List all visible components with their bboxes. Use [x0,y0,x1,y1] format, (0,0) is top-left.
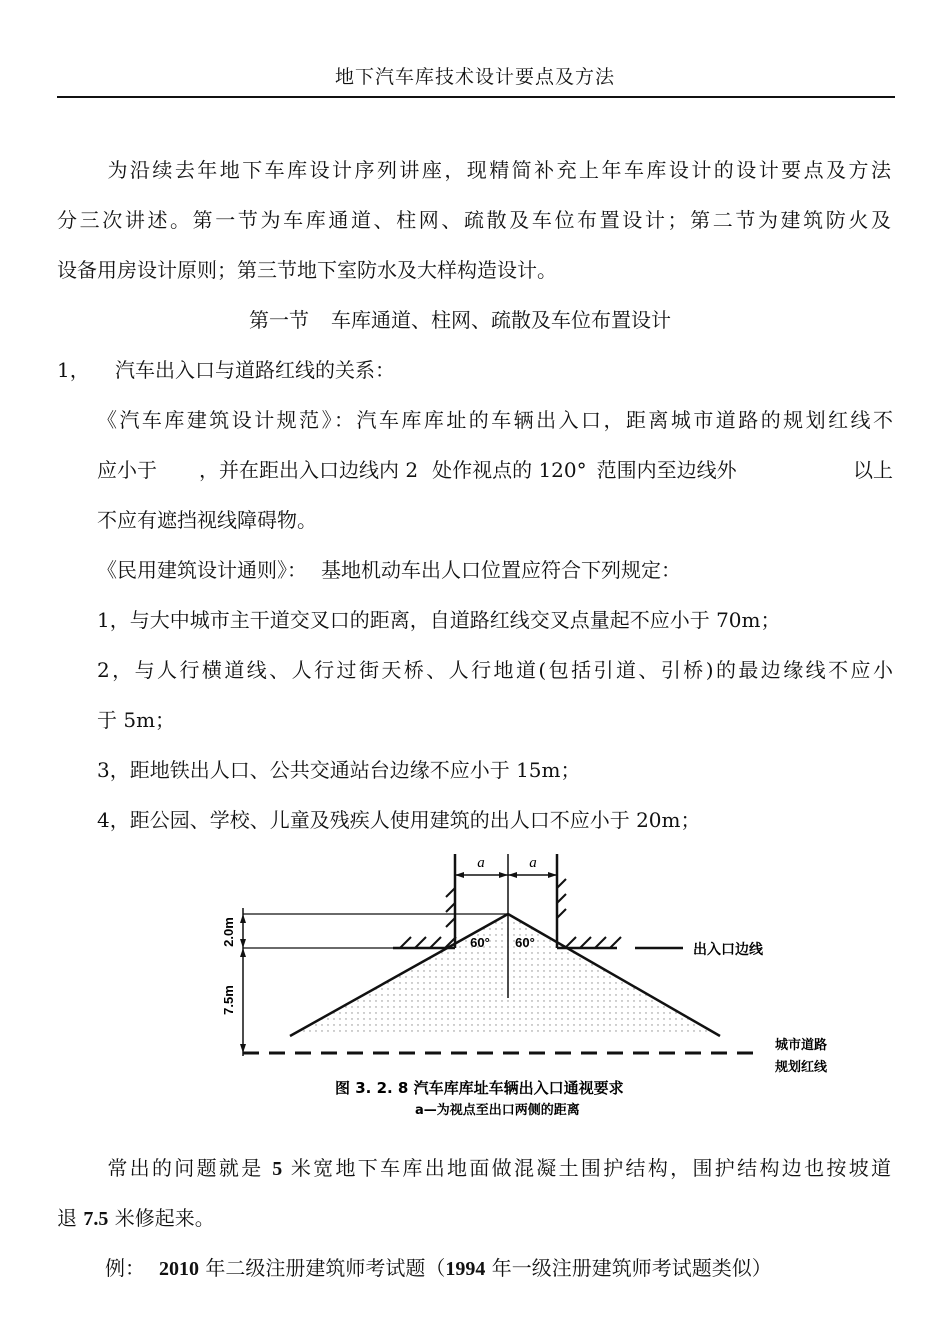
dim-7-5m-label: 7.5m [221,985,236,1015]
rule-2-line-1: 2，与人行横道线、人行过街天桥、人行地道(包括引道、引桥)的最边缘线不应小 [97,658,893,682]
angle-left-label: 60° [470,935,490,950]
civil-code-source: 《民用建筑设计通则》： [97,558,307,582]
arrowhead [240,939,246,948]
dim-a-left-label: a [477,855,485,871]
garage-code-frag-3: 处作视点的 120° [432,458,587,482]
example-text-1: 年二级注册建筑师考试题（ [199,1256,446,1280]
section-heading-text: 车库通道、柱网、疏散及车位布置设计 [331,308,671,332]
garage-code-frag-2: ，并在距出入口边线内 2 [199,458,419,482]
sight-triangle-fill [290,914,720,1036]
figure-caption: 图 3. 2. 8 汽车库库址车辆出入口通视要求 [335,1079,624,1097]
civil-code-text: 基地机动车出人口位置应符合下列规定： [321,558,681,582]
arrowhead [499,872,508,878]
header-divider [57,96,895,98]
rule-4: 4，距公园、学校、儿童及残疾人使用建筑的出人口不应小于 20m； [97,808,701,832]
arrowhead [240,948,246,957]
note-line-1 [57,1154,891,1183]
note-frag-2: 5 [272,1158,283,1180]
dim-a-right-label: a [529,855,537,871]
page-header-title: 地下汽车库技术设计要点及方法 [334,66,615,88]
note-frag-5: 7.5 [83,1208,109,1230]
red-line-label-1: 城市道路 [775,1038,828,1053]
item-1-number: 1， [57,358,90,382]
section-heading [249,306,671,334]
garage-code-line-3: 不应有遮挡视线障碍物。 [97,508,317,532]
figure-subcaption: a—为视点至出口两侧的距离 [415,1103,580,1118]
rule-3: 3，距地铁出人口、公共交通站台边缘不应小于 15m； [97,758,581,782]
example-text-2: 年一级注册建筑师考试题类似） [485,1256,772,1280]
example-year: 2010 [159,1258,199,1280]
intro-line-1 [57,156,891,184]
intro-line-3: 设备用房设计原则；第三节地下室防水及大样构造设计。 [57,258,557,282]
section-heading-number: 第一节 [249,308,309,332]
intro-line-2: 分三次讲述。第一节为车库通道、柱网、疏散及车位布置设计；第二节为建筑防火及 [57,208,891,232]
hatch-wall-right [557,879,566,918]
red-line-label-2: 规划红线 [775,1060,828,1075]
sightline-diagram [205,848,845,1128]
example-label: 例： [105,1256,145,1280]
note-frag-3: 米宽地下车库出地面做混凝土围护结构，围护结构边也按坡道 [282,1156,892,1180]
garage-code-line-2 [97,456,893,484]
rule-2-line-2: 于 5m； [97,708,176,732]
angle-right-label: 60° [515,935,535,950]
hatch-ground-right [565,937,621,948]
example-line [105,1254,772,1283]
hatch-ground-left [400,937,456,948]
arrowhead [455,872,464,878]
dim-2m-label: 2.0m [221,917,236,947]
garage-code-frag-1: 应小于 [97,458,157,482]
arrowhead [548,872,557,878]
arrowhead [240,914,246,923]
garage-code-frag-5: 以上 [853,458,893,482]
hatch-wall-left [446,888,455,927]
note-line-2 [57,1204,215,1233]
entrance-edge-label: 出入口边线 [693,942,763,958]
arrowhead [508,872,517,878]
item-1-text: 汽车出入口与道路红线的关系： [115,358,395,382]
garage-code-line-1: 《汽车库建筑设计规范》：汽车库库址的车辆出入口，距离城市道路的规划红线不 [97,408,893,432]
garage-code-frag-4: 范围内至边线外 [596,458,737,482]
intro-text-1: 为沿续去年地下车库设计序列讲座，现精简补充上年车库设计的设计要点及方法 [105,158,891,182]
note-frag-6: 米修起来。 [108,1206,215,1230]
note-frag-1: 常出的问题就是 [105,1156,273,1180]
example-year-2: 1994 [445,1258,486,1280]
rule-1: 1，与大中城市主干道交叉口的距离，自道路红线交叉点量起不应小于 70m； [97,608,781,632]
civil-code-line [97,556,681,584]
note-frag-4: 退 [57,1206,84,1230]
